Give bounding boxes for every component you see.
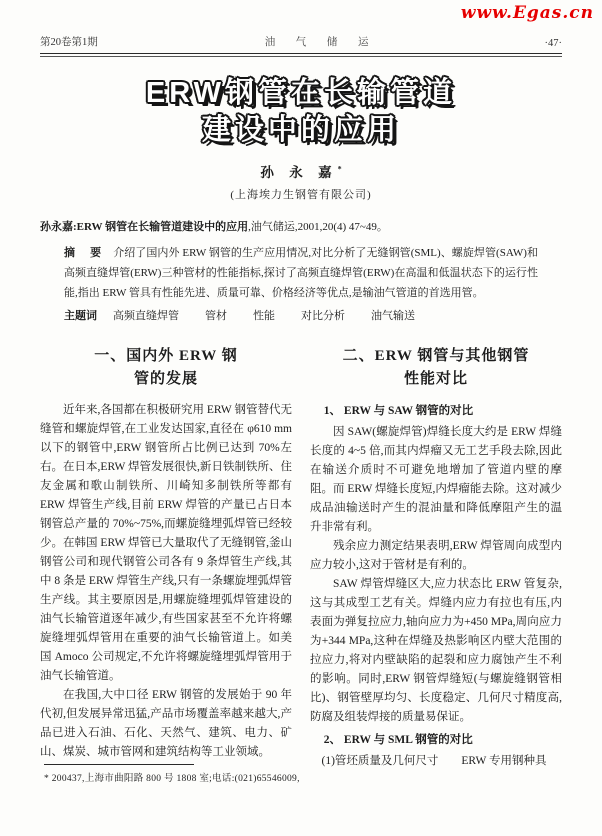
- author-footnote: [44, 764, 344, 784]
- citation-source: ,油气储运,2001,20(4) 47~49。: [248, 221, 388, 233]
- right-column: [310, 337, 562, 771]
- watermark-url: www.Egas.cn: [460, 3, 594, 23]
- section-1-heading-line2: 管的发展: [133, 371, 198, 387]
- subsection-1-paragraph: 因 SAW(螺旋焊管)焊缝长度大约是 ERW 焊缝长度的 4~5 倍,而其内焊瘤又无工艺手段去除,因此在输送介质时不可避免地增加了管道内壁的摩阻。而 ERW 焊缝长度短,内焊瘤能去除。这对减少成品油输送时产生的混油量和降低摩阻产生的温升非常有利。: [310, 426, 562, 533]
- author-name-text: 孙 永 嘉: [260, 165, 338, 180]
- keyword-term: 高频直缝焊管: [113, 310, 179, 322]
- author-affiliation: (上海埃力生钢管有限公司): [230, 189, 372, 201]
- citation-title: 孙永嘉:ERW 钢管在长输管道建设中的应用: [40, 221, 249, 233]
- subsection-1-paragraph: SAW 焊管焊缝区大,应力状态比 ERW 管复杂,这与其成型工艺有关。焊缝内应力有拉也有压,内表面为弹复拉应力,轴向应力为+450 MPa,周向应力为+344 MPa,这种在焊缝及热影响区内壁大范围的拉应力,将对内壁缺陷的起裂和应力腐蚀产生不利的影响。同时,ERW 钢管焊缝短(与螺旋缝钢管相比)、钢管壁厚均匀、长度稳定、几何尺寸精度高,防腐及组装焊接的质量易保证。: [310, 578, 562, 723]
- header-page-number: ·47·: [544, 38, 562, 49]
- section-1-paragraph: 在我国,大中口径 ERW 钢管的发展始于 90 年代初,但发展异常迅猛,产品市场覆盖率越来越大,产品已进入石油、石化、天然气、建筑、电力、矿山、煤炭、城市管网和建筑结构等工业领域。: [40, 689, 292, 758]
- article-title-line1: ERW钢管在长输管道: [145, 77, 457, 109]
- section-2-heading-line2: 性能对比: [403, 371, 468, 387]
- header-issue: 第20卷第1期: [40, 37, 98, 48]
- abstract-text: 介绍了国内外 ERW 钢管的生产应用情况,对比分析了无缝钢管(SML)、螺旋焊管(SAW)和高频直缝焊管(ERW)三种管材的性能指标,探讨了高频直缝焊管(ERW)在高温和低温状态下的运行性能,指出 ERW 管具有性能先进、质量可靠、价格经济等优点,是输油气管道的首选用管。: [64, 247, 538, 299]
- keyword-term: 对比分析: [301, 310, 345, 322]
- section-2-heading-line1: 二、ERW 钢管与其他钢管: [342, 348, 530, 364]
- subsection-1-heading: 1、 ERW 与 SAW 钢管的对比: [323, 405, 474, 417]
- section-1-heading-line1: 一、国内外 ERW 钢: [94, 348, 238, 364]
- abstract-block: [64, 243, 538, 303]
- footnote-divider: [44, 764, 194, 765]
- section-2-heading: [310, 345, 562, 391]
- section-1-heading: [40, 345, 292, 391]
- page-header: [40, 34, 562, 49]
- keywords-label: 主题词: [64, 310, 97, 322]
- subsection-2-heading: 2、 ERW 与 SML 钢管的对比: [323, 734, 473, 746]
- author-footnote-mark: *: [337, 164, 342, 174]
- article-title: [40, 75, 562, 149]
- keywords-row: [64, 307, 538, 323]
- author-name: [40, 161, 562, 181]
- two-column-body: [40, 337, 562, 771]
- abstract-label: 摘 要: [64, 247, 104, 259]
- keyword-term: 性能: [253, 310, 275, 322]
- section-1-paragraph: 近年来,各国都在积极研究用 ERW 钢管替代无缝管和螺旋焊管,在工业发达国家,直径在 φ610 mm 以下的钢管中,ERW 钢管所占比例已达到 70%左右。在日本,ERW 焊管发展很快,新日铁制铁所、住友金属和歌山制铁所、川崎知多制铁所等都有 ERW 焊管生产线,目前 ERW 焊管的产量已占日本钢管总产量的 70%~75%,而螺旋缝埋弧焊管已经较少。在韩国 ERW 焊管已大量取代了无缝钢管,釜山钢管公司和现代钢管公司各有 9 条焊管生产线,其中 8 条是 ERW 焊管生产线,只有一条螺旋埋弧焊管生产线。其主要原因是,用螺旋缝埋弧焊管建设的油气长输管道逐年减少,有些国家甚至不允许将螺旋缝埋弧焊管用在重要的油气长输管道上。如美国 Amoco 公司规定,不允许将螺旋缝埋弧焊管用于油气长输管道。: [40, 404, 292, 682]
- citation-line: [40, 219, 562, 235]
- header-journal-title: 油 气 储 运: [264, 37, 378, 48]
- footnote-text: * 200437,上海市曲阳路 800 号 1808 室;电话:(021)65546009,: [44, 774, 300, 784]
- subsection-2-first-line: (1)管坯质量及几何尺寸 ERW 专用钢种具: [321, 755, 547, 767]
- left-column: [40, 337, 292, 771]
- keyword-term: 油气输送: [371, 310, 415, 322]
- keyword-term: 管材: [205, 310, 227, 322]
- article-title-line2: 建设中的应用: [201, 114, 400, 146]
- subsection-1-paragraph: 残余应力测定结果表明,ERW 焊管周向成型内应力较小,这对于管材是有利的。: [310, 540, 562, 571]
- header-divider: [40, 53, 562, 57]
